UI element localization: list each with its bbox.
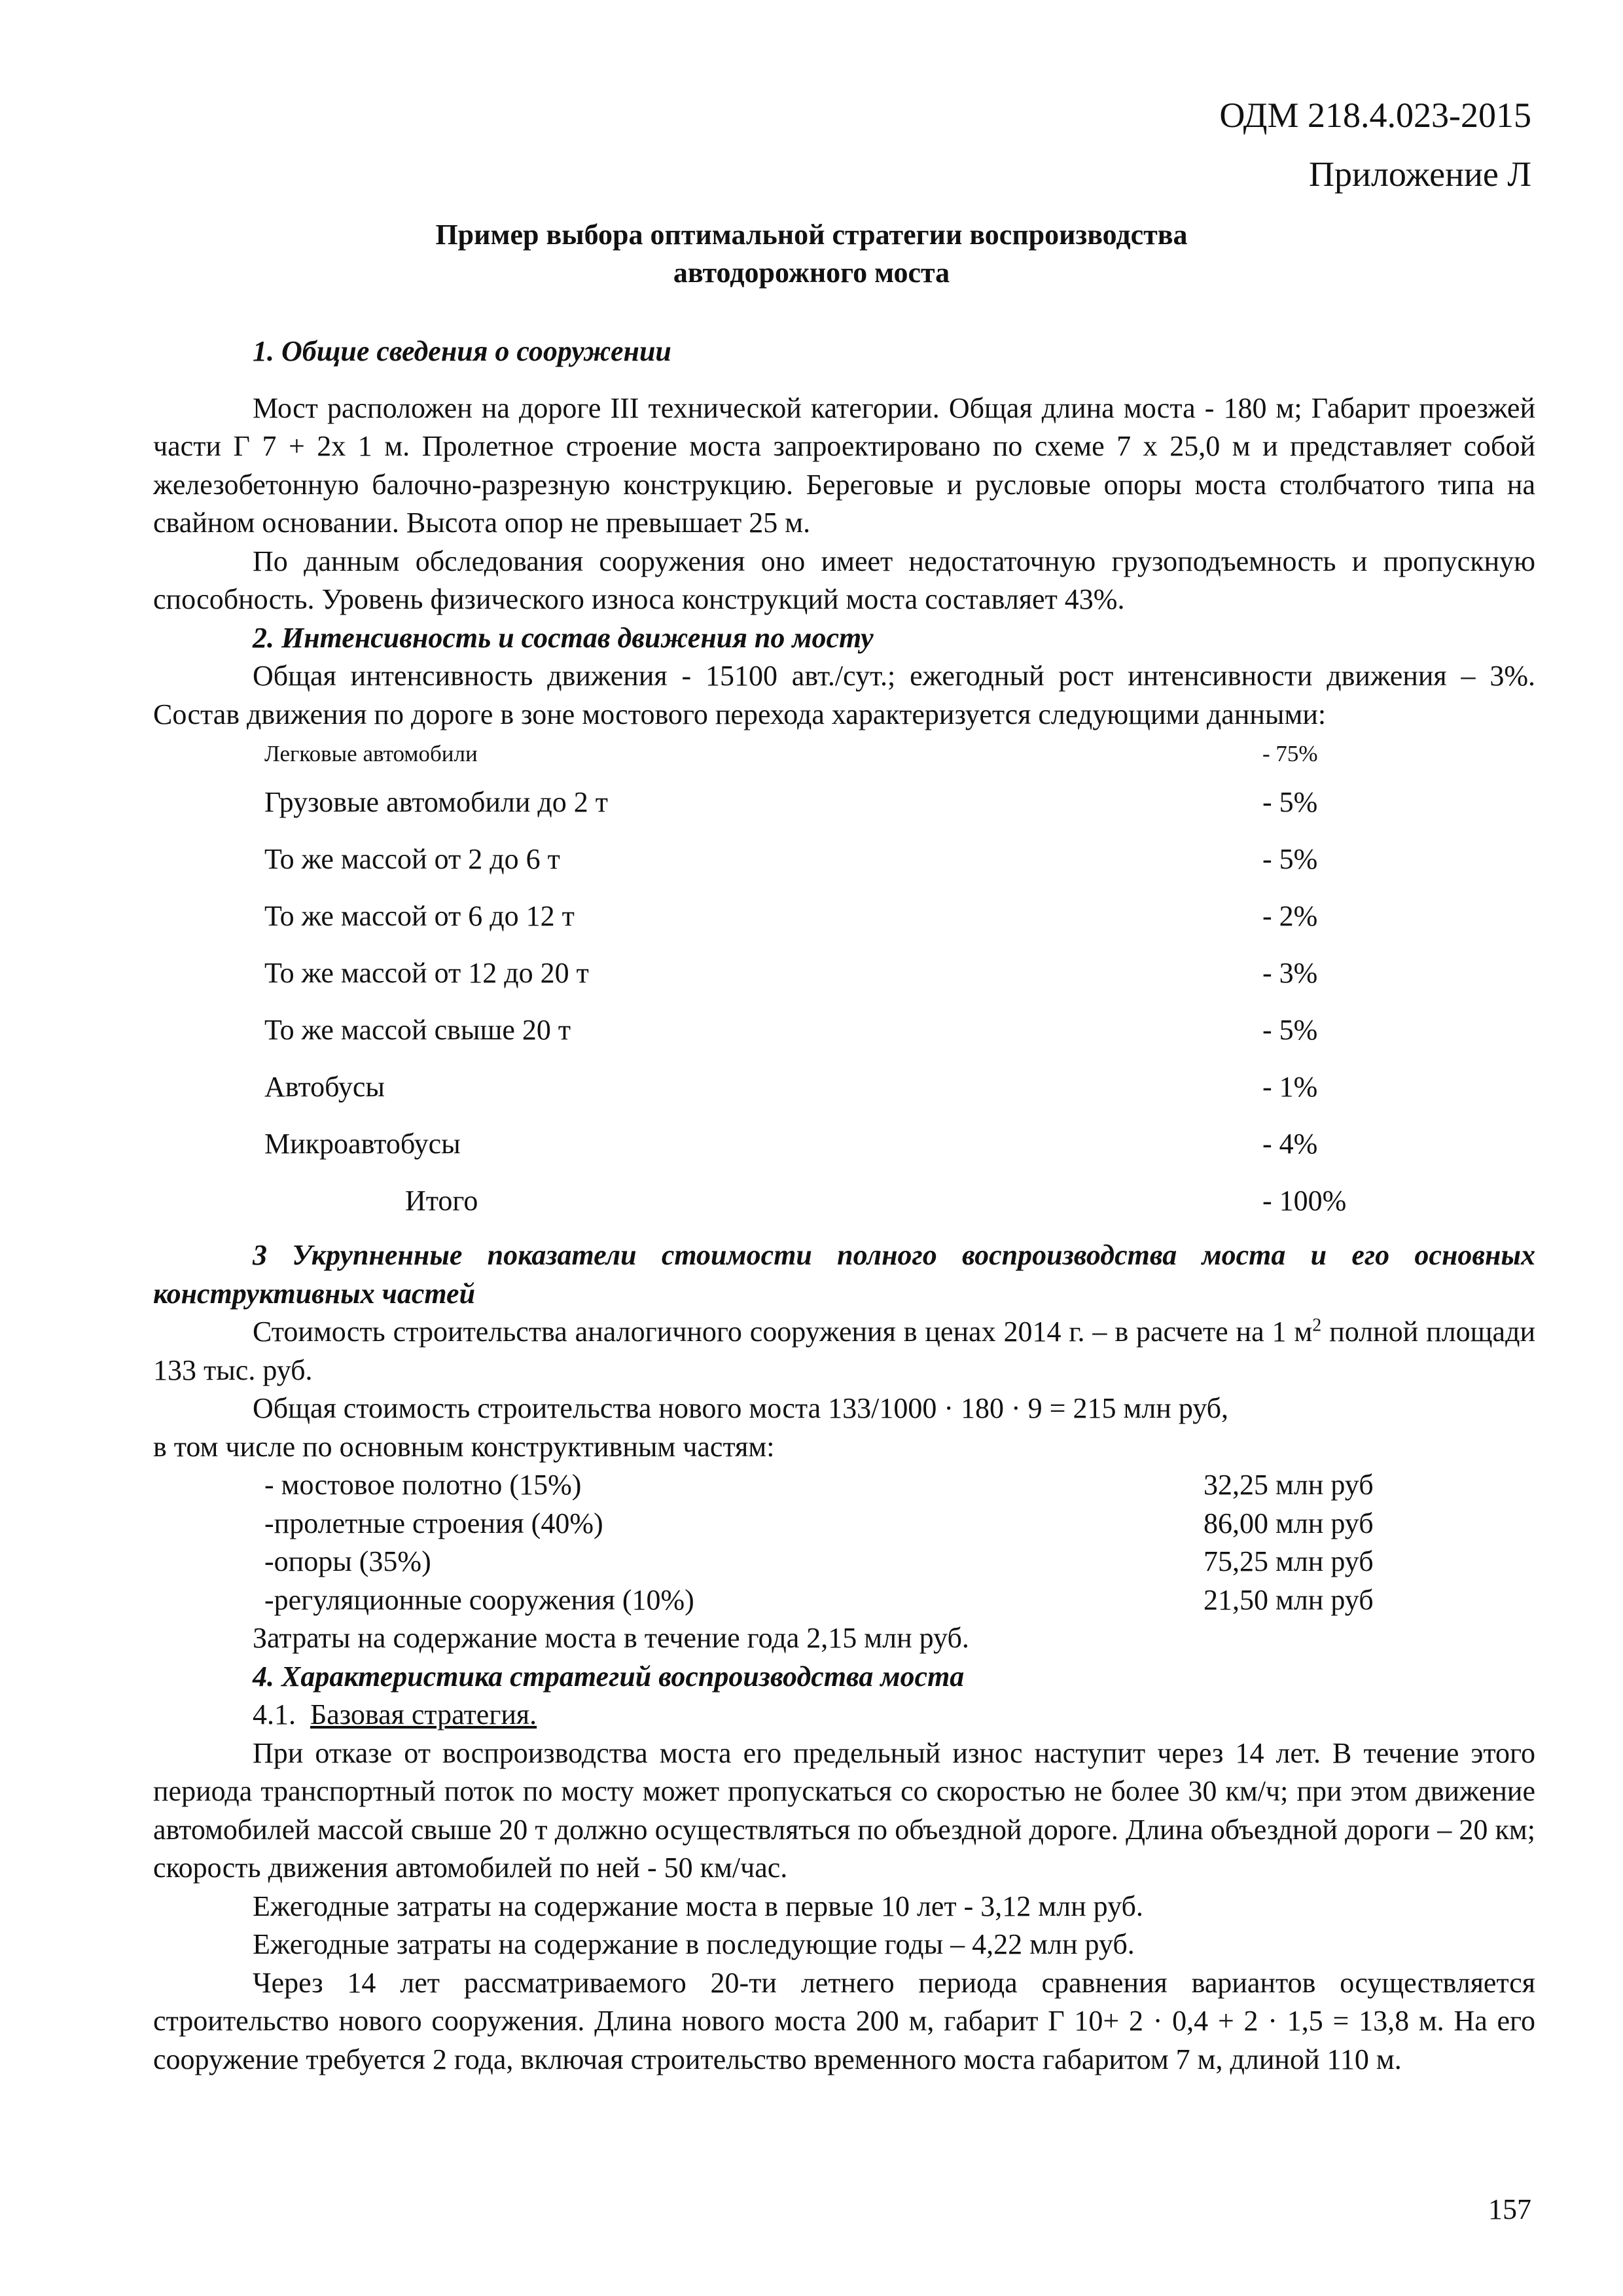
cost-row xyxy=(264,1543,1416,1581)
section-4-heading: 4. Характеристика стратегий воспроизводства моста xyxy=(253,1660,965,1693)
cost-part-amount: 32,25 млн руб xyxy=(1204,1469,1374,1501)
section-1-heading: 1. Общие сведения о сооружении xyxy=(253,335,671,367)
traffic-row xyxy=(264,1002,1357,1059)
cost-part-label: - мостовое полотно (15%) xyxy=(264,1469,582,1501)
cost-row xyxy=(264,1505,1416,1543)
cost-part-label: -опоры (35%) xyxy=(264,1545,431,1577)
title-line-2: автодорожного моста xyxy=(673,257,950,289)
cost-part-amount: 86,00 млн руб xyxy=(1204,1507,1374,1539)
maintenance-cost-text: Затраты на содержание моста в течение года 2,15 млн руб. xyxy=(253,1622,969,1654)
traffic-label: Микроавтобусы xyxy=(264,1128,461,1160)
section-1-paragraph-1: Мост расположен на дороге III технической категории. Общая длина моста - 180 м; Габарит проезжей части Г 7 + 2х 1 м. Пролетное строение моста запроектировано по схеме 7 х 25,0 м и представляет собой железобетонную балочно-разрезную конструкцию. Береговые и русловые опоры моста столбчатого типа на свайном основании. Высота опор не превышает 25 м. xyxy=(153,391,1535,539)
document-code: ОДМ 218.4.023-2015 xyxy=(1219,96,1531,135)
document-body xyxy=(153,332,1535,2079)
traffic-value: - 4% xyxy=(1262,1128,1318,1160)
subsection-title: Базовая стратегия. xyxy=(310,1698,537,1731)
traffic-value: - 5% xyxy=(1262,786,1318,819)
cost-part-label: -пролетные строения (40%) xyxy=(264,1507,603,1539)
traffic-total-value: - 100% xyxy=(1262,1185,1347,1217)
appendix-label: Приложение Л xyxy=(1309,154,1531,194)
traffic-row xyxy=(264,1116,1357,1173)
traffic-total-label: Итого xyxy=(405,1185,478,1217)
page-title xyxy=(131,216,1492,292)
traffic-label: То же массой от 12 до 20 т xyxy=(264,957,589,990)
page-number: 157 xyxy=(1488,2193,1531,2225)
traffic-label: То же массой от 6 до 12 т xyxy=(264,900,575,933)
section-4-paragraph-4: Через 14 лет рассматриваемого 20-ти летнего периода сравнения вариантов осуществляется строительство нового сооружения. Длина нового моста 200 м, габарит Г 10+ 2 · 0,4 + 2 · 1,5 = 13,8 м. На его сооружение требуется 2 года, включая строительство временного моста габаритом 7 м, длиной 110 м. xyxy=(153,1966,1535,2075)
section-1-paragraph-2: По данным обследования сооружения оно имеет недостаточную грузоподъемность и пропускную способность. Уровень физического износа конструкций моста составляет 43%. xyxy=(153,545,1535,615)
traffic-total-row xyxy=(264,1173,1357,1230)
traffic-row xyxy=(264,1059,1357,1116)
traffic-row xyxy=(264,831,1357,888)
unit-cost-superscript: 2 xyxy=(1312,1315,1322,1336)
cost-row xyxy=(264,1581,1416,1620)
traffic-label: То же массой свыше 20 т xyxy=(264,1014,571,1047)
traffic-value: - 3% xyxy=(1262,957,1318,990)
section-4-paragraph-1: При отказе от воспроизводства моста его предельный износ наступит через 14 лет. В течение этого периода транспортный поток по мосту может пропускаться со скоростью не более 30 км/ч; при этом движение автомобилей массой свыше 20 т должно осуществляться по объездной дороге. Длина объездной дороги – 20 км; скорость движения автомобилей по ней - 50 км/час. xyxy=(153,1736,1535,1884)
traffic-value: - 1% xyxy=(1262,1071,1318,1103)
traffic-row xyxy=(264,734,1357,774)
traffic-label: Грузовые автомобили до 2 т xyxy=(264,786,608,819)
subsection-4-1 xyxy=(153,1696,1535,1734)
title-line-1: Пример выбора оптимальной стратегии воспроизводства xyxy=(435,219,1188,251)
traffic-value: - 2% xyxy=(1262,900,1318,933)
cost-part-label: -регуляционные сооружения (10%) xyxy=(264,1583,694,1616)
unit-cost-text: Стоимость строительства аналогичного сооружения в ценах 2014 г. – в расчете на 1 м xyxy=(253,1316,1313,1348)
cost-breakdown-list xyxy=(153,1466,1416,1619)
cost-row xyxy=(264,1466,1416,1505)
traffic-row xyxy=(264,888,1357,945)
section-3-heading: 3 Укрупненные показатели стоимости полного воспроизводства моста и его основных конструктивных частей xyxy=(153,1239,1535,1310)
subsection-number: 4.1. xyxy=(253,1698,296,1731)
traffic-value: - 5% xyxy=(1262,1014,1318,1047)
section-3-paragraph-3: в том числе по основным конструктивным частям: xyxy=(153,1430,775,1463)
section-3-paragraph-2: Общая стоимость строительства нового моста 133/1000 · 180 · 9 = 215 млн руб, xyxy=(253,1392,1229,1424)
traffic-value: - 75% xyxy=(1262,740,1318,766)
traffic-row xyxy=(264,774,1357,831)
unit-cost-tail: полной площади 133 тыс. руб. xyxy=(153,1316,1535,1386)
section-2-heading: 2. Интенсивность и состав движения по мосту xyxy=(253,621,874,654)
traffic-label: То же массой от 2 до 6 т xyxy=(264,843,560,876)
section-2-paragraph: Общая интенсивность движения - 15100 авт./сут.; ежегодный рост интенсивности движения – 3%. Состав движения по дороге в зоне мостового перехода характеризуется следующими данными: xyxy=(153,660,1535,730)
traffic-value: - 5% xyxy=(1262,843,1318,876)
traffic-label: Автобусы xyxy=(264,1071,385,1103)
cost-part-amount: 75,25 млн руб xyxy=(1204,1545,1374,1577)
section-4-paragraph-2: Ежегодные затраты на содержание моста в первые 10 лет - 3,12 млн руб. xyxy=(253,1890,1143,1922)
traffic-row xyxy=(264,945,1357,1002)
traffic-label: Легковые автомобили xyxy=(264,740,478,766)
section-4-paragraph-3: Ежегодные затраты на содержание в последующие годы – 4,22 млн руб. xyxy=(253,1928,1135,1960)
traffic-composition-list xyxy=(153,734,1357,1230)
section-3-paragraph-1 xyxy=(153,1313,1535,1390)
cost-part-amount: 21,50 млн руб xyxy=(1204,1583,1374,1616)
